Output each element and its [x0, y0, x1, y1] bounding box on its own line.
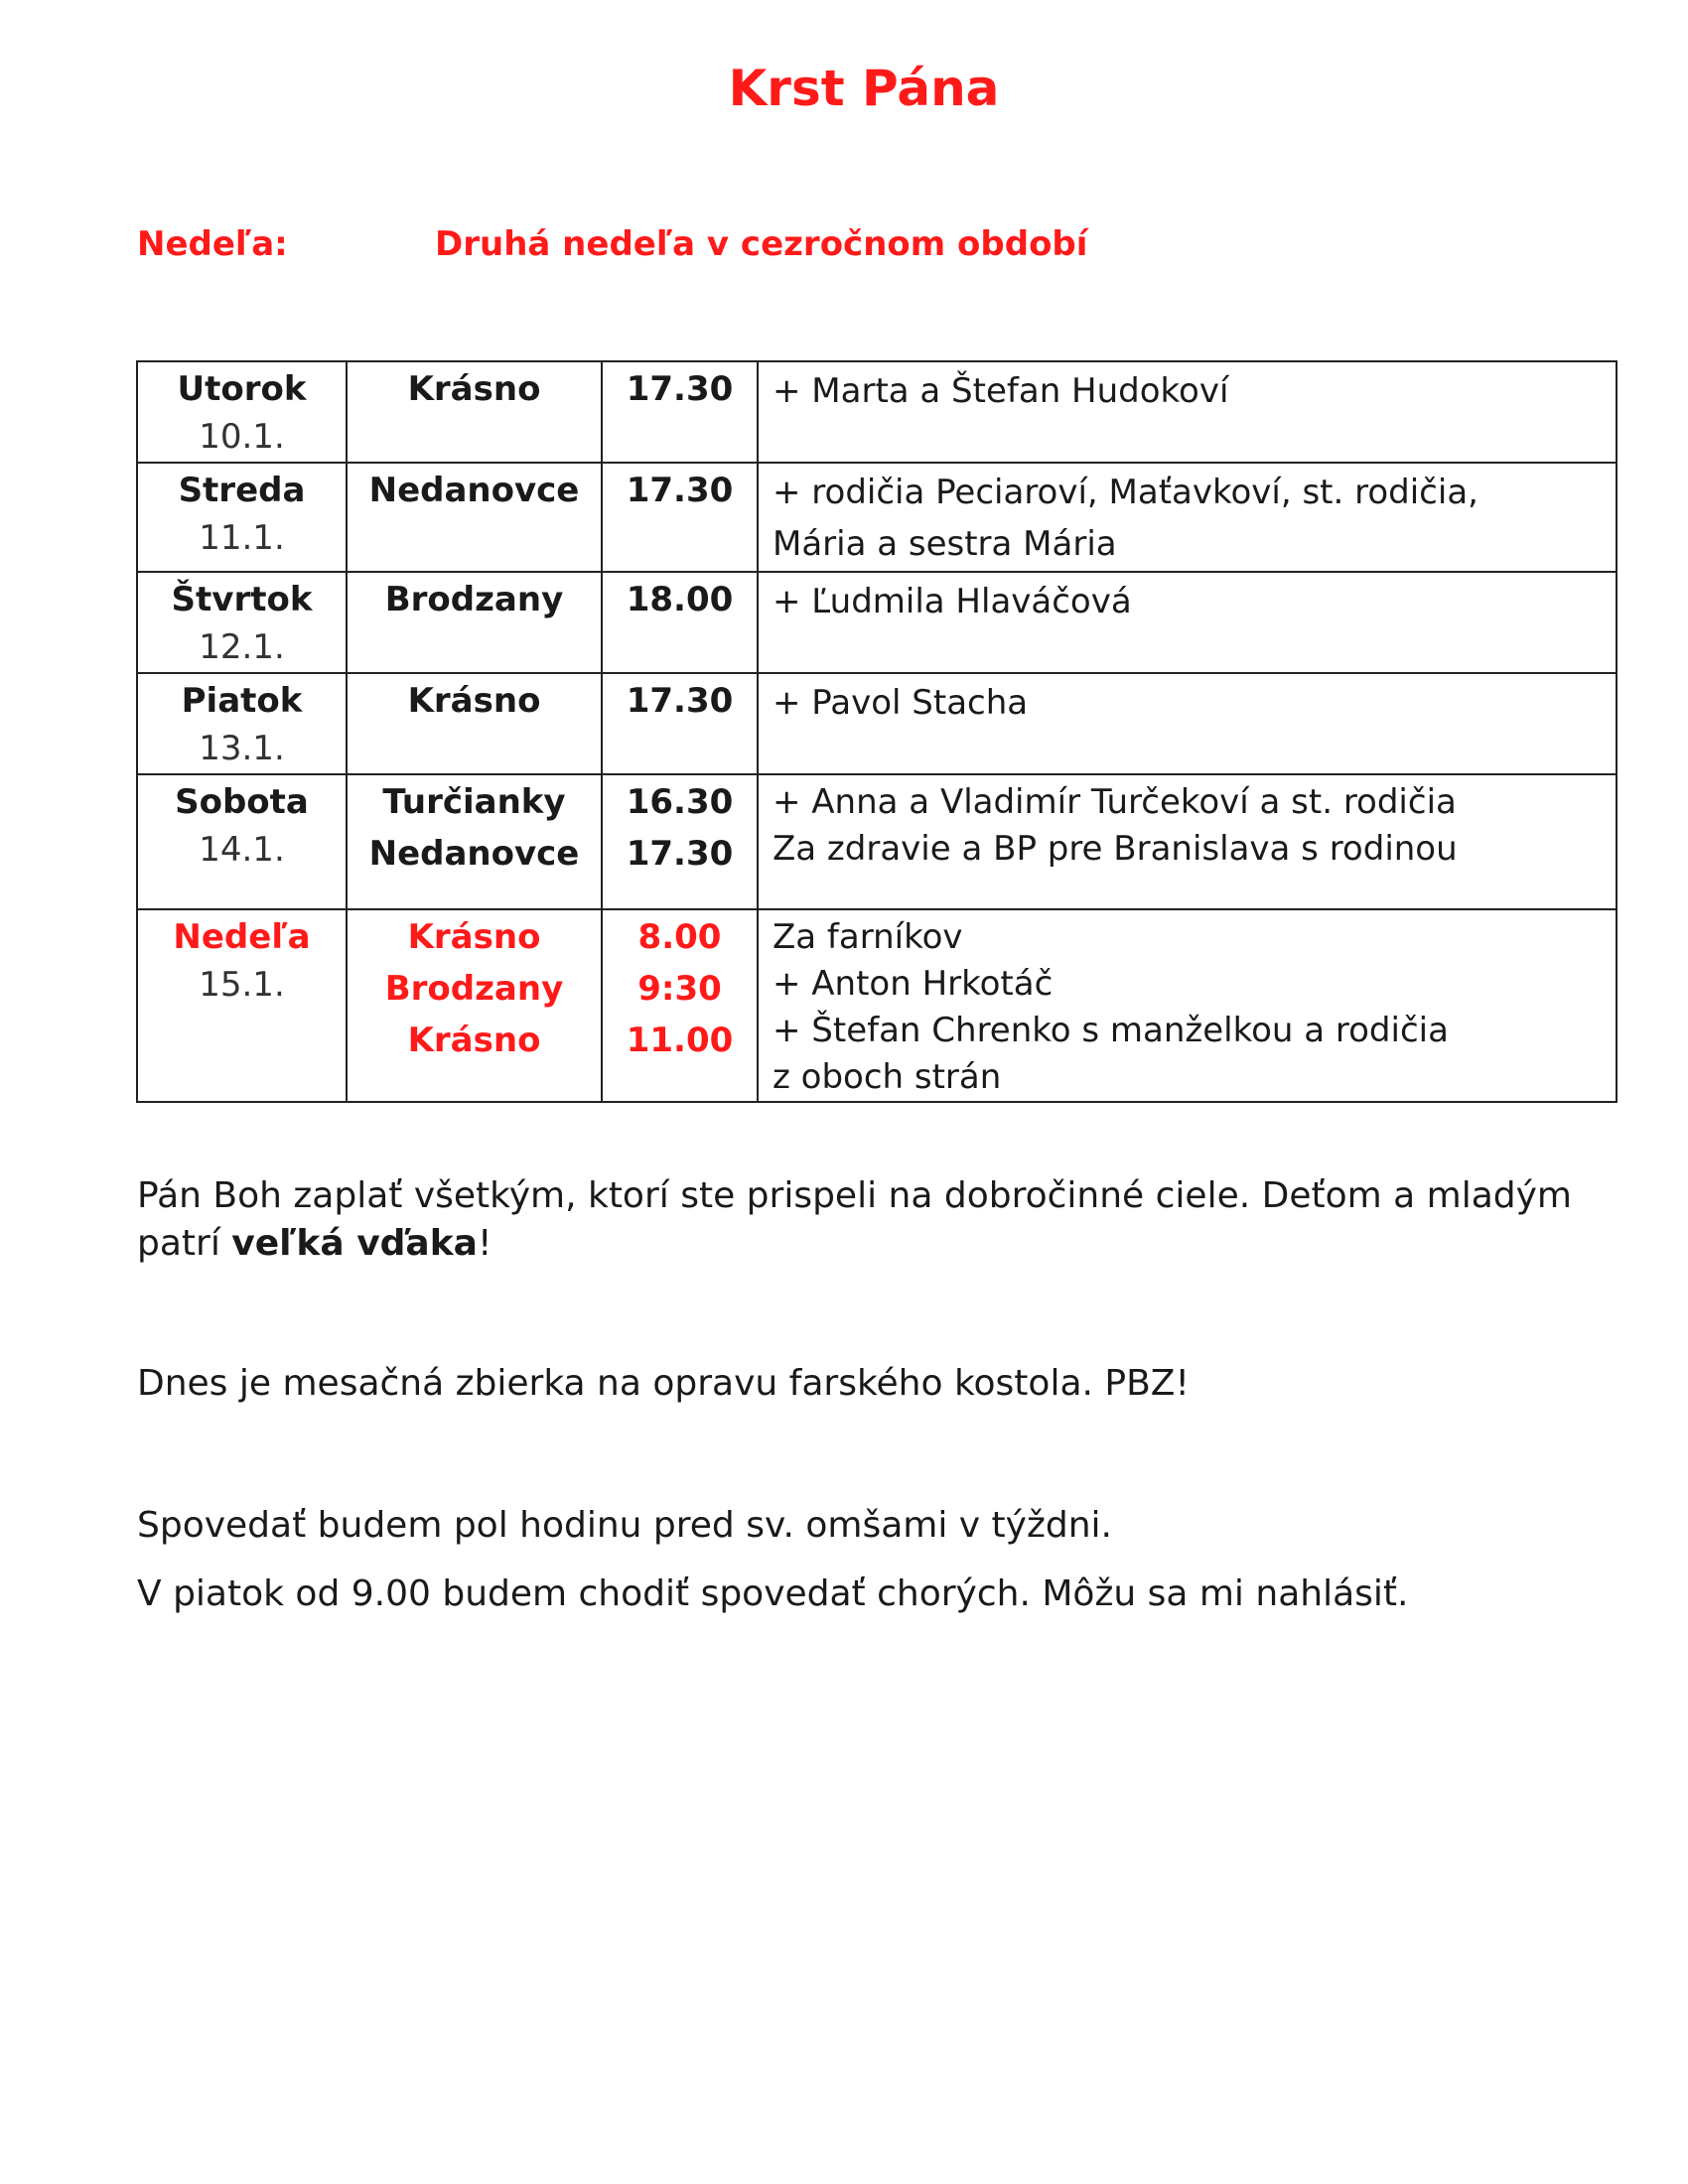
- intention: + rodičia Peciaroví, Maťavkoví, st. rodičia,: [773, 473, 1478, 512]
- intention-cell: [758, 909, 1617, 1102]
- day-name: Sobota: [175, 782, 309, 822]
- place: Krásno: [407, 681, 541, 721]
- time-cell: [602, 774, 758, 909]
- sick-visit-notice: V piatok od 9.00 budem chodiť spovedať chorých. Môžu sa mi nahlásiť.: [137, 1573, 1409, 1614]
- thanks-emphasis: veľká vďaka: [231, 1223, 478, 1264]
- thanks-notice-line1: Pán Boh zaplať všetkým, ktorí ste prispeli na dobročinné ciele. Deťom a mladým: [137, 1175, 1572, 1216]
- day-cell: [137, 463, 347, 572]
- place: Nedanovce: [368, 834, 580, 874]
- time-cell: [602, 572, 758, 673]
- time-cell: [602, 463, 758, 572]
- place: Krásno: [407, 369, 541, 409]
- place: Krásno: [407, 917, 541, 957]
- day-cell: [137, 909, 347, 1102]
- mass-schedule-table: [136, 360, 1618, 1103]
- day-name: Streda: [178, 471, 306, 510]
- time: 11.00: [626, 1021, 734, 1060]
- table-row: [137, 463, 1617, 572]
- place: Krásno: [407, 1021, 541, 1060]
- sunday-name: Druhá nedeľa v cezročnom období: [435, 224, 1088, 264]
- time-cell: [602, 673, 758, 774]
- intention-cell: [758, 774, 1617, 909]
- thanks-notice-line2: [137, 1220, 492, 1268]
- place-cell: [347, 774, 602, 909]
- day-cell: [137, 361, 347, 463]
- day-name: Štvrtok: [171, 580, 313, 619]
- day-cell: [137, 673, 347, 774]
- intention: Mária a sestra Mária: [773, 524, 1117, 564]
- place-cell: [347, 361, 602, 463]
- time: 16.30: [626, 782, 734, 822]
- place-cell: [347, 673, 602, 774]
- place: Brodzany: [384, 580, 564, 619]
- time: 18.00: [626, 580, 734, 619]
- day-name: Piatok: [181, 681, 303, 721]
- place: Brodzany: [384, 969, 564, 1009]
- table-row: [137, 673, 1617, 774]
- day-cell: [137, 774, 347, 909]
- page-title: Krst Pána: [728, 60, 1000, 117]
- place: Nedanovce: [368, 471, 580, 510]
- intention-cell: [758, 572, 1617, 673]
- day-date: 10.1.: [199, 417, 285, 457]
- time-cell: [602, 361, 758, 463]
- table-row: [137, 774, 1617, 909]
- day-date: 15.1.: [199, 965, 285, 1005]
- intention-cell: [758, 673, 1617, 774]
- time: 17.30: [626, 369, 734, 409]
- intention: + Anton Hrkotáč: [773, 964, 1054, 1004]
- collection-notice: Dnes je mesačná zbierka na opravu farského kostola. PBZ!: [137, 1363, 1190, 1404]
- intention: + Marta a Štefan Hudokoví: [773, 371, 1229, 411]
- day-cell: [137, 572, 347, 673]
- day-date: 11.1.: [199, 518, 285, 558]
- table-row: [137, 909, 1617, 1102]
- intention: z oboch strán: [773, 1057, 1002, 1097]
- thanks-text: patrí: [137, 1223, 232, 1264]
- intention-cell: [758, 463, 1617, 572]
- intention: Za zdravie a BP pre Branislava s rodinou: [773, 829, 1458, 869]
- intention-cell: [758, 361, 1617, 463]
- day-name: Utorok: [177, 369, 307, 409]
- place: Turčianky: [382, 782, 566, 822]
- place-cell: [347, 463, 602, 572]
- table-row: [137, 361, 1617, 463]
- intention: + Štefan Chrenko s manželkou a rodičia: [773, 1011, 1449, 1050]
- time: 17.30: [626, 471, 734, 510]
- thanks-punct: !: [477, 1223, 492, 1264]
- place-cell: [347, 572, 602, 673]
- sunday-label: Nedeľa:: [137, 224, 288, 264]
- day-name: Nedeľa: [173, 917, 311, 957]
- time: 17.30: [626, 681, 734, 721]
- day-date: 14.1.: [199, 830, 285, 870]
- confession-notice: Spovedať budem pol hodinu pred sv. omšami v týždni.: [137, 1505, 1112, 1546]
- intention: + Pavol Stacha: [773, 683, 1029, 723]
- place-cell: [347, 909, 602, 1102]
- intention: Za farníkov: [773, 917, 963, 957]
- time: 9:30: [637, 969, 722, 1009]
- time: 8.00: [637, 917, 722, 957]
- time-cell: [602, 909, 758, 1102]
- day-date: 12.1.: [199, 627, 285, 667]
- intention: + Ľudmila Hlaváčová: [773, 582, 1132, 621]
- day-date: 13.1.: [199, 729, 285, 768]
- intention: + Anna a Vladimír Turčekoví a st. rodičia: [773, 782, 1457, 822]
- time: 17.30: [626, 834, 734, 874]
- table-row: [137, 572, 1617, 673]
